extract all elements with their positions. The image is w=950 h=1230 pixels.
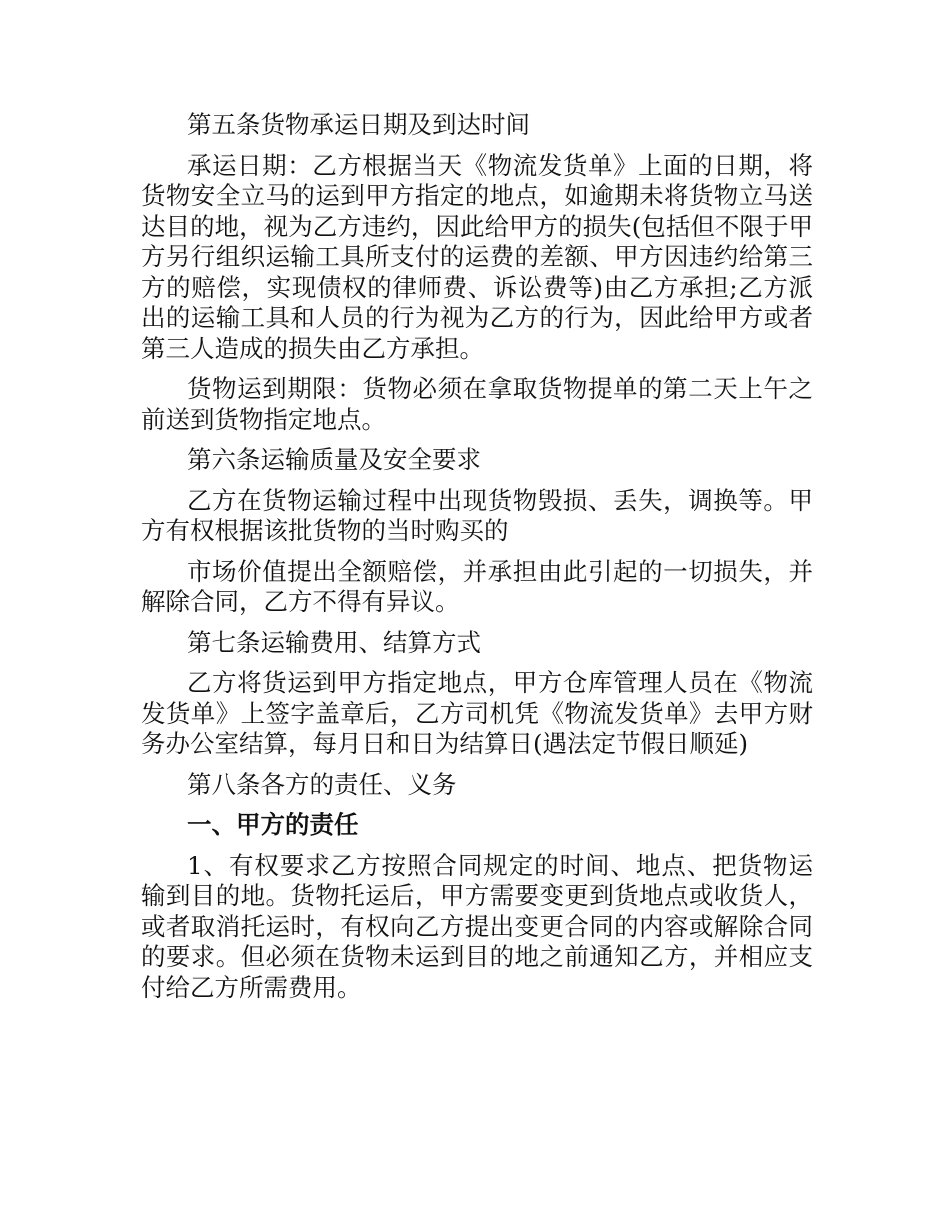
article-8-heading: 第八条各方的责任、义务 <box>187 769 457 799</box>
compensation-paragraph: 市场价值提出全额赔偿，并承担由此引起的一切损失，并解除合同，乙方不得有异议。 <box>141 556 813 616</box>
damage-paragraph: 乙方在货物运输过程中出现货物毁损、丢失，调换等。甲方有权根据该批货物的当时购买的 <box>141 485 813 545</box>
delivery-deadline-paragraph: 货物运到期限：货物必须在拿取货物提单的第二天上午之前送到货物指定地点。 <box>141 374 813 434</box>
article-7-heading: 第七条运输费用、结算方式 <box>187 627 481 657</box>
shipping-date-paragraph: 承运日期：乙方根据当天《物流发货单》上面的日期，将货物安全立马的运到甲方指定的地点，如逾期未将货物立马送达目的地，视为乙方违约，因此给甲方的损失(包括但不限于甲方另行组织运输工具所支付的运费的差额、甲方因违约给第三方的赔偿，实现债权的律师费、诉讼费等)由乙方承担;乙方派出的运输工具和人员的行为视为乙方的行为，因此给甲方或者第三人造成的损失由乙方承担。 <box>141 150 813 363</box>
article-6-heading: 第六条运输质量及安全要求 <box>187 445 481 474</box>
settlement-paragraph: 乙方将货运到甲方指定地点，甲方仓库管理人员在《物流发货单》上签字盖章后，乙方司机凭《物流发货单》去甲方财务办公室结算，每月日和日为结算日(遇法定节假日顺延) <box>141 668 813 758</box>
party-a-responsibility-heading: 一、甲方的责任 <box>187 810 359 839</box>
document-page <box>141 110 813 1013</box>
party-a-clause-1-paragraph: 1、有权要求乙方按照合同规定的时间、地点、把货物运输到目的地。货物托运后，甲方需要变更到货地点或收货人，或者取消托运时，有权向乙方提出变更合同的内容或解除合同的要求。但必须在货物未运到目的地之前通知乙方，并相应支付给乙方所需费用。 <box>141 850 813 1002</box>
article-5-heading: 第五条货物承运日期及到达时间 <box>187 110 530 139</box>
